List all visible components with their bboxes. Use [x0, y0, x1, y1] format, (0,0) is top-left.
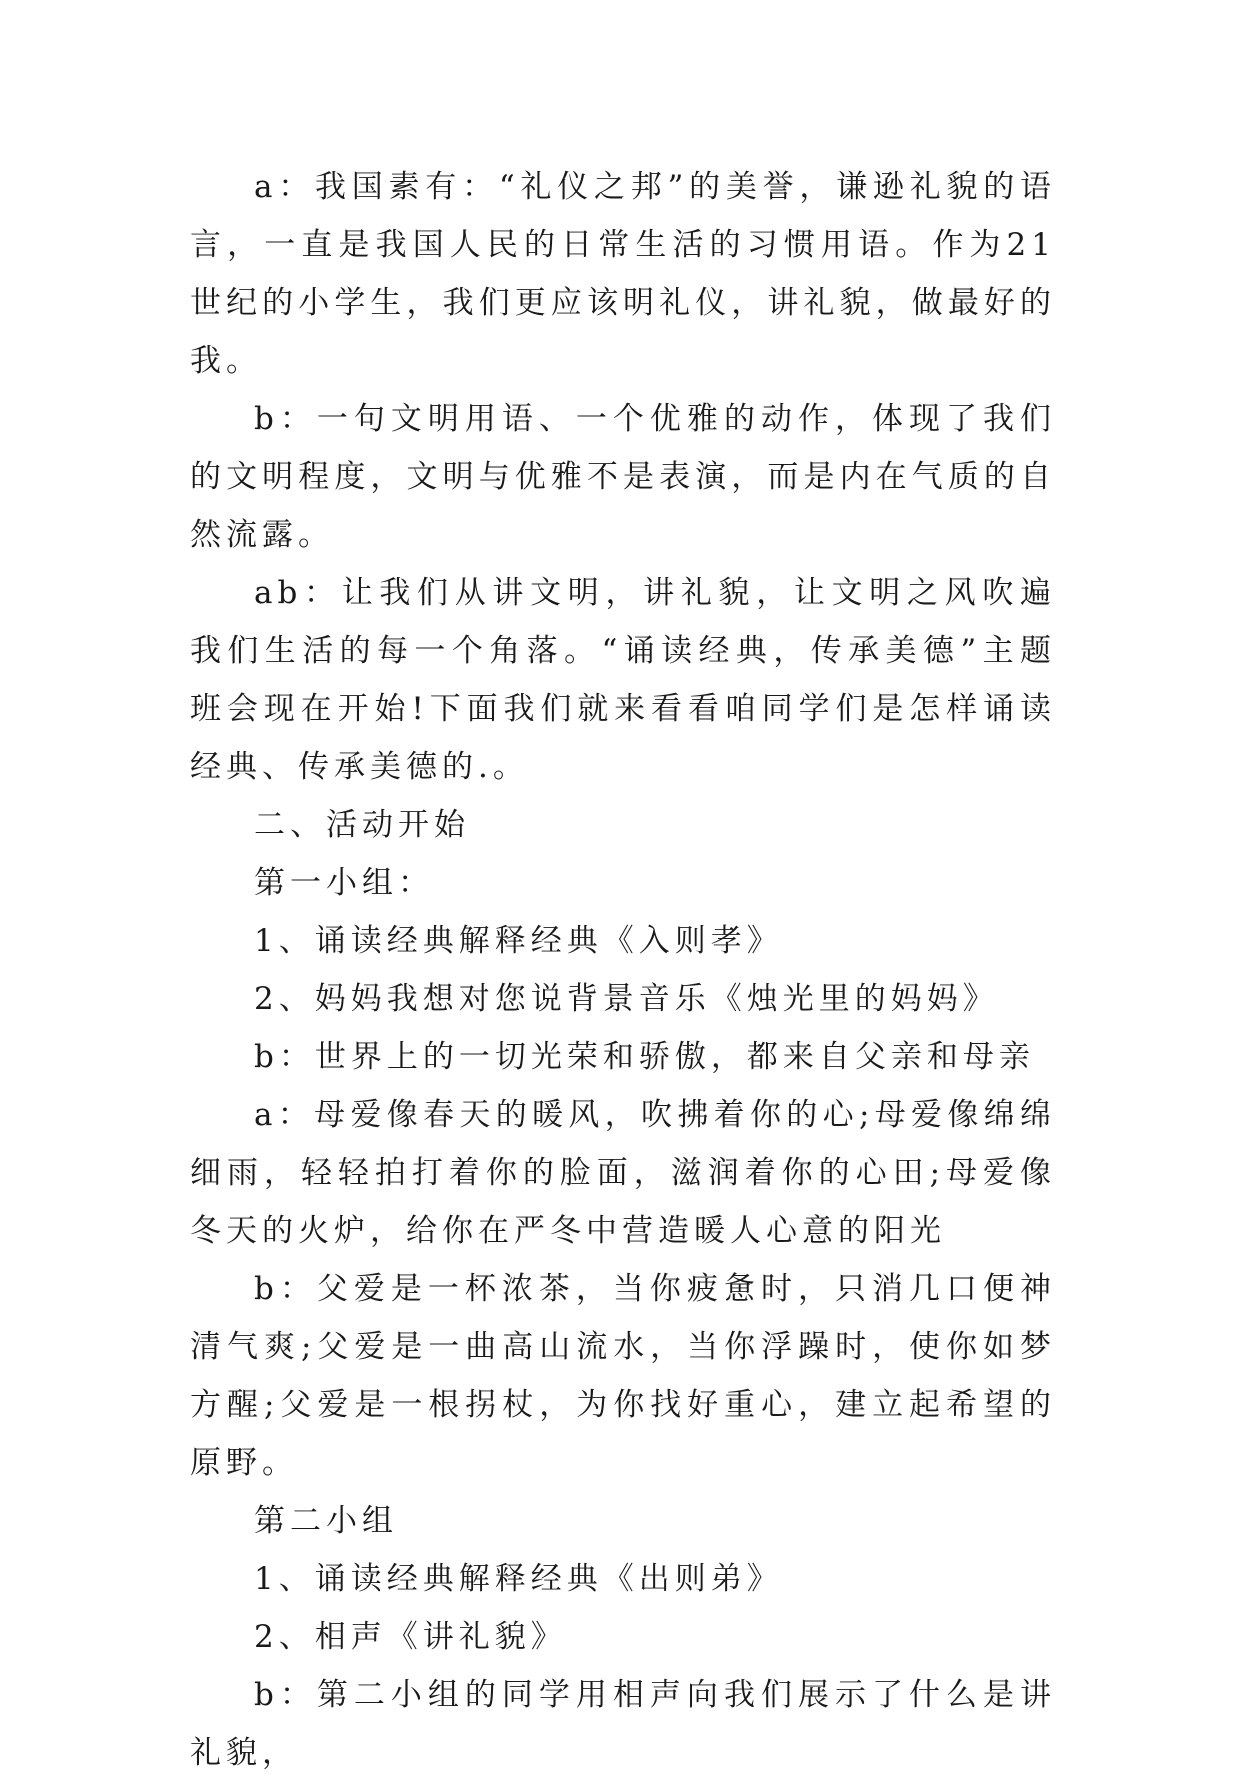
- section-heading-activity-start: 二、活动开始: [254, 807, 470, 843]
- list-item-first-2: 2、妈妈我想对您说背景音乐《烛光里的妈妈》: [254, 981, 999, 1017]
- paragraph-mother-love: a：母爱像春天的暖风，吹拂着你的心;母爱像绵绵细雨，轻轻拍打着你的脸面，滋润着你的心田;母爱像冬天的火炉，给你在严冬中营造暖人心意的阳光: [190, 1097, 1056, 1249]
- document-body: [190, 158, 1056, 1782]
- paragraph-father-love: b：父爱是一杯浓茶，当你疲惫时，只消几口便神清气爽;父爱是一曲高山流水，当你浮躁时，使你如梦方醒;父爱是一根拐杖，为你找好重心，建立起希望的原野。: [190, 1271, 1056, 1481]
- group-heading-second: 第二小组: [254, 1503, 398, 1539]
- group-heading-first: 第一小组：: [254, 865, 434, 901]
- paragraph-second-group-b: b：第二小组的同学用相声向我们展示了什么是讲礼貌，: [190, 1677, 1056, 1771]
- paragraph-intro-a: a：我国素有：“礼仪之邦”的美誉，谦逊礼貌的语言，一直是我国人民的日常生活的习惯用语。作为21世纪的小学生，我们更应该明礼仪，讲礼貌，做最好的我。: [190, 169, 1056, 379]
- list-item-first-1: 1、诵读经典解释经典《入则孝》: [254, 923, 783, 959]
- paragraph-parents-b: b：世界上的一切光荣和骄傲，都来自父亲和母亲: [254, 1039, 1035, 1075]
- paragraph-intro-b: b：一句文明用语、一个优雅的动作，体现了我们的文明程度，文明与优雅不是表演，而是内在气质的自然流露。: [190, 401, 1056, 553]
- paragraph-intro-ab: ab：让我们从讲文明，讲礼貌，让文明之风吹遍我们生活的每一个角落。“诵读经典，传承美德”主题班会现在开始!下面我们就来看看咱同学们是怎样诵读经典、传承美德的.。: [190, 575, 1056, 785]
- list-item-second-1: 1、诵读经典解释经典《出则弟》: [254, 1561, 783, 1597]
- list-item-second-2: 2、相声《讲礼貌》: [254, 1619, 567, 1655]
